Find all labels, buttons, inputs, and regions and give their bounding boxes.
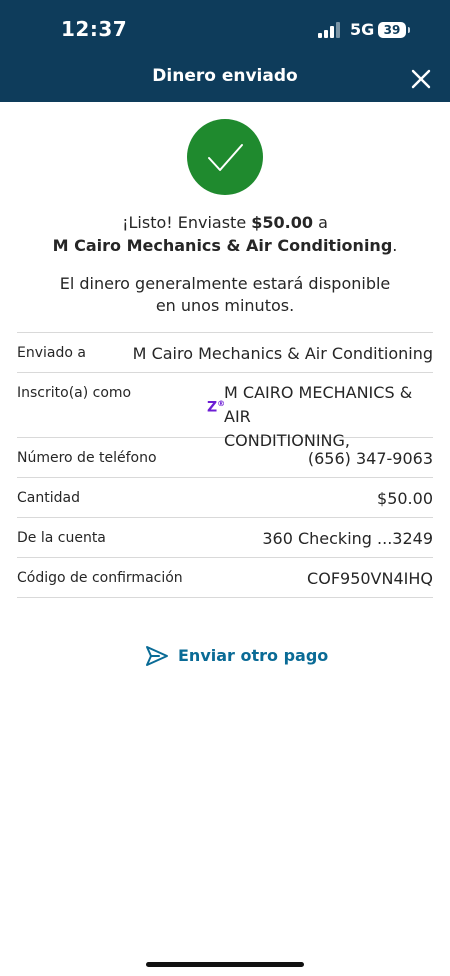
- enrolled-name-line-1: M CAIRO MECHANICS & AIR: [224, 383, 413, 426]
- close-icon: [408, 66, 434, 92]
- header-bar: [0, 0, 450, 102]
- detail-row-account: [17, 518, 433, 558]
- detail-row-confirmation-code: [17, 558, 433, 598]
- page-title: Dinero enviado: [152, 66, 298, 86]
- availability-line-1: El dinero generalmente estará disponible: [59, 274, 391, 293]
- confirmation-period: .: [392, 236, 398, 255]
- detail-value: $50.00: [377, 489, 433, 508]
- paper-plane-icon: [145, 645, 169, 667]
- enrolled-name-line-2: CONDITIONING,: [224, 431, 350, 450]
- detail-row-amount: [17, 478, 433, 518]
- network-type: 5G: [350, 20, 375, 39]
- zelle-icon: Z®: [207, 399, 226, 416]
- close-button[interactable]: [408, 66, 434, 92]
- detail-row-sent-to: [17, 333, 433, 373]
- detail-row-enrolled-as: [17, 373, 433, 450]
- detail-label: De la cuenta: [17, 530, 106, 546]
- detail-value: M Cairo Mechanics & Air Conditioning: [132, 344, 433, 363]
- detail-row-phone: [17, 438, 433, 478]
- detail-label: Inscrito(a) como: [17, 385, 132, 401]
- confirmation-prefix: ¡Listo! Enviaste: [122, 213, 252, 232]
- detail-value: (656) 347-9063: [307, 449, 433, 468]
- availability-line-2: en unos minutos.: [155, 296, 295, 315]
- detail-value: COF950VN4IHQ: [307, 569, 433, 588]
- confirmation-recipient-line: [0, 234, 450, 258]
- detail-label: Enviado a: [17, 345, 86, 361]
- detail-value: 360 Checking ...3249: [262, 529, 433, 548]
- success-badge: [187, 119, 263, 195]
- confirmation-recipient: M Cairo Mechanics & Air Conditioning: [52, 236, 393, 255]
- detail-label: Número de teléfono: [17, 450, 157, 466]
- home-indicator[interactable]: [146, 962, 304, 967]
- checkmark-icon: [187, 119, 263, 195]
- signal-icon: [318, 22, 344, 38]
- details-list: [17, 332, 433, 598]
- send-another-payment-label: Enviar otro pago: [178, 646, 329, 665]
- status-time: 12:37: [61, 17, 128, 41]
- detail-label: Cantidad: [17, 490, 80, 506]
- battery-icon: 39: [378, 22, 406, 38]
- confirmation-suffix: a: [313, 213, 328, 232]
- confirmation-line: [0, 211, 450, 235]
- detail-label: Código de confirmación: [17, 570, 183, 586]
- battery-tip: [408, 27, 410, 33]
- confirmation-amount: $50.00: [251, 213, 314, 232]
